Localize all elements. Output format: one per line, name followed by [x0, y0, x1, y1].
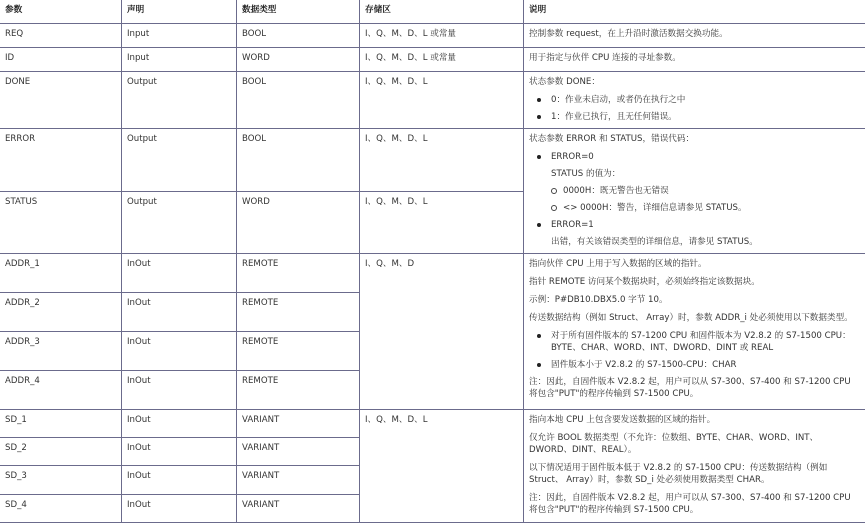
- description-text: 指针 REMOTE 访问某个数据块时，必须始终指定该数据块。: [529, 276, 860, 288]
- memory-area: I、Q、M、D、L 或常量: [360, 24, 524, 48]
- memory-area: I、Q、M、D、L 或常量: [360, 48, 524, 72]
- data-type: BOOL: [237, 129, 360, 192]
- description-req: [524, 24, 865, 48]
- declaration: Output: [122, 191, 237, 254]
- declaration: Output: [122, 72, 237, 129]
- header-declaration: 声明: [122, 0, 237, 24]
- header-memory-area: 存储区: [360, 0, 524, 24]
- declaration: InOut: [122, 371, 237, 410]
- bullet-item: 1：作业已执行，且无任何错误。: [529, 111, 860, 123]
- memory-area: I、Q、M、D、L: [360, 129, 524, 192]
- sub-bullet-item: <> 0000H：警告，详细信息请参见 STATUS。: [529, 202, 860, 214]
- description-text: 状态参数 DONE：: [529, 76, 860, 88]
- memory-area: I、Q、M、D、L: [360, 410, 524, 523]
- data-type: WORD: [237, 48, 360, 72]
- data-type: REMOTE: [237, 254, 360, 293]
- param-name: SD_1: [0, 410, 122, 438]
- param-name: REQ: [0, 24, 122, 48]
- description-text: 控制参数 request，在上升沿时激活数据交换功能。: [529, 28, 860, 40]
- declaration: InOut: [122, 465, 237, 494]
- header-data-type: 数据类型: [237, 0, 360, 24]
- description-text: 指向伙伴 CPU 上用于写入数据的区域的指针。: [529, 258, 860, 270]
- declaration: InOut: [122, 410, 237, 438]
- description-text: 以下情况适用于固件版本低于 V2.8.2 的 S7-1500 CPU：传送数据结构（例如 Struct、 Array）时，参数 SD_i 处必须使用数据类型 CHAR。: [529, 462, 860, 486]
- data-type: VARIANT: [237, 410, 360, 438]
- declaration: InOut: [122, 332, 237, 371]
- memory-area: I、Q、M、D、L: [360, 191, 524, 254]
- description-text: 指向本地 CPU 上包含要发送数据的区域的指针。: [529, 414, 860, 426]
- param-name: ADDR_4: [0, 371, 122, 410]
- param-name: ADDR_1: [0, 254, 122, 293]
- description-sd: [524, 410, 865, 523]
- description-done: [524, 72, 865, 129]
- data-type: REMOTE: [237, 332, 360, 371]
- description-text: 注：因此，自固件版本 V2.8.2 起，用户可以从 S7-300、S7-400 和 S7-1200 CPU 将包含"PUT"的程序传输到 S7-1500 CPU。: [529, 492, 860, 516]
- param-name: DONE: [0, 72, 122, 129]
- param-name: ADDR_3: [0, 332, 122, 371]
- bullet-item: ERROR=1: [529, 219, 860, 231]
- memory-area: I、Q、M、D、L: [360, 72, 524, 129]
- data-type: BOOL: [237, 24, 360, 48]
- data-type: BOOL: [237, 72, 360, 129]
- description-text: 注：因此，自固件版本 V2.8.2 起，用户可以从 S7-300、S7-400 和 S7-1200 CPU 将包含"PUT"的程序传输到 S7-1500 CPU。: [529, 376, 860, 400]
- description-addr: [524, 254, 865, 410]
- data-type: REMOTE: [237, 371, 360, 410]
- sub-bullet-item: 0000H：既无警告也无错误: [529, 185, 860, 197]
- description-text: 用于指定与伙伴 CPU 连接的寻址参数。: [529, 52, 860, 64]
- declaration: Input: [122, 24, 237, 48]
- param-name: ID: [0, 48, 122, 72]
- header-description: 说明: [524, 0, 865, 24]
- table-row: [0, 129, 865, 192]
- bullet-item: 固件版本小于 V2.8.2 的 S7-1500-CPU：CHAR: [529, 359, 860, 371]
- declaration: InOut: [122, 293, 237, 332]
- memory-area: I、Q、M、D: [360, 254, 524, 410]
- data-type: VARIANT: [237, 465, 360, 494]
- bullet-item: ERROR=0: [529, 151, 860, 163]
- table-row: [0, 48, 865, 72]
- description-text: 出错，有关该错误类型的详细信息，请参见 STATUS。: [529, 236, 860, 248]
- bullet-item: 对于所有固件版本的 S7-1200 CPU 和固件版本为 V2.8.2 的 S7-1500 CPU：BYTE、CHAR、WORD、INT、DWORD、DINT 或 REAL: [529, 330, 860, 354]
- description-text: STATUS 的值为：: [529, 168, 860, 180]
- table-row: [0, 72, 865, 129]
- bullet-item: 0：作业未启动，或者仍在执行之中: [529, 94, 860, 106]
- description-error-status: [524, 129, 865, 254]
- description-text: 仅允许 BOOL 数据类型（不允许：位数组、BYTE、CHAR、WORD、INT、DWORD、DINT、REAL）。: [529, 432, 860, 456]
- data-type: VARIANT: [237, 437, 360, 465]
- declaration: InOut: [122, 437, 237, 465]
- data-type: VARIANT: [237, 494, 360, 522]
- description-id: [524, 48, 865, 72]
- param-name: SD_4: [0, 494, 122, 522]
- declaration: InOut: [122, 494, 237, 522]
- header-row: [0, 0, 865, 24]
- param-name: SD_3: [0, 465, 122, 494]
- param-name: ADDR_2: [0, 293, 122, 332]
- description-text: 传送数据结构（例如 Struct、 Array）时，参数 ADDR_i 处必须使用以下数据类型。: [529, 312, 860, 324]
- description-text: 状态参数 ERROR 和 STATUS，错误代码：: [529, 133, 860, 145]
- table-row: [0, 24, 865, 48]
- data-type: REMOTE: [237, 293, 360, 332]
- table-row: [0, 410, 865, 438]
- table-row: [0, 254, 865, 293]
- description-text: 示例：P#DB10.DBX5.0 字节 10。: [529, 294, 860, 306]
- header-param: 参数: [0, 0, 122, 24]
- param-name: STATUS: [0, 191, 122, 254]
- param-name: ERROR: [0, 129, 122, 192]
- declaration: Output: [122, 129, 237, 192]
- declaration: InOut: [122, 254, 237, 293]
- data-type: WORD: [237, 191, 360, 254]
- declaration: Input: [122, 48, 237, 72]
- param-name: SD_2: [0, 437, 122, 465]
